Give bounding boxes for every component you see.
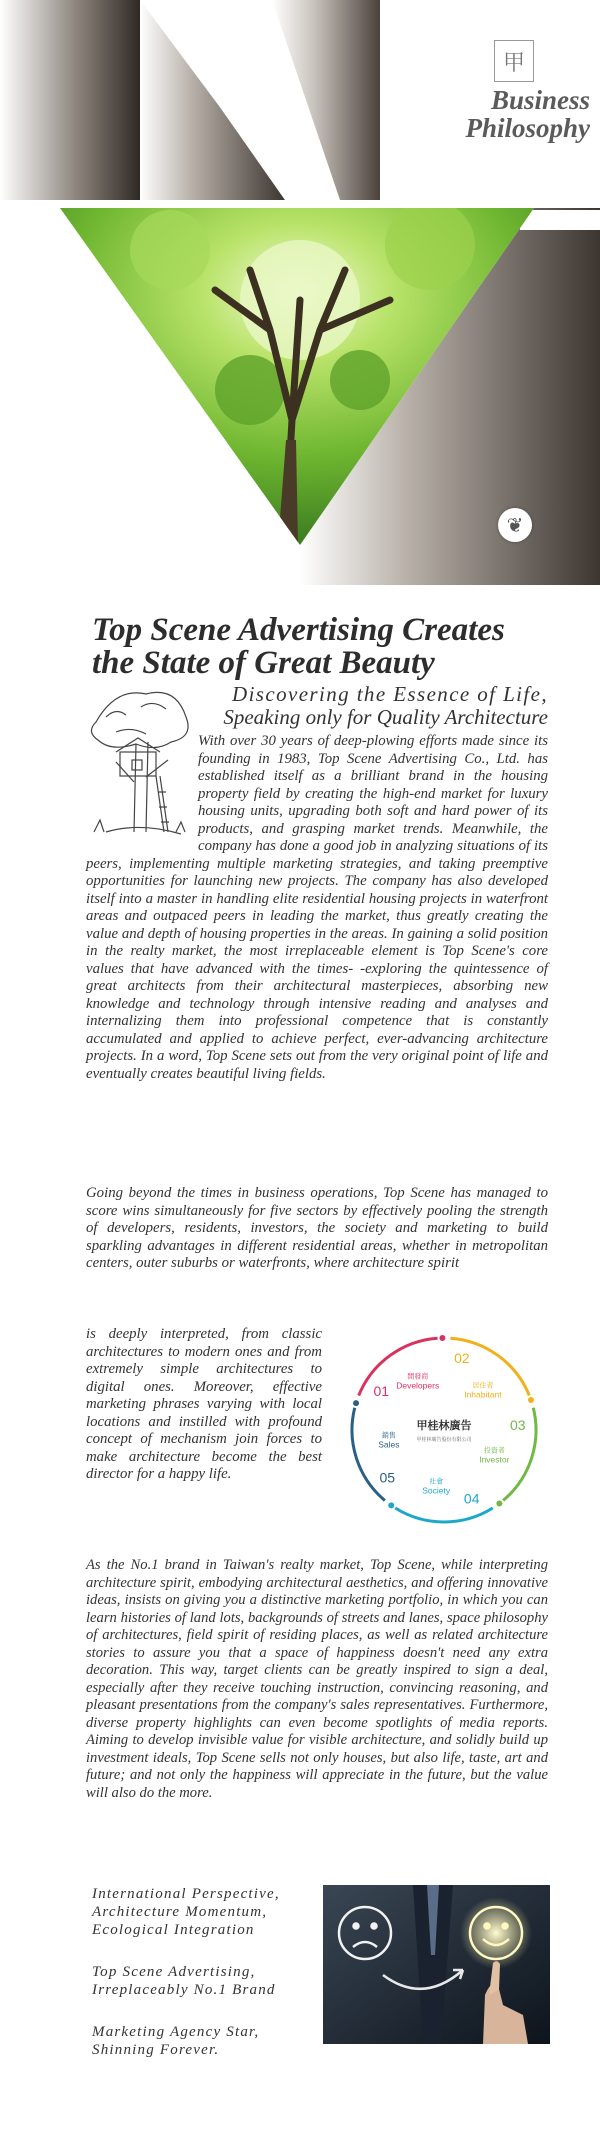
logo-seal [494, 40, 534, 82]
cycle-arrowhead-05 [353, 1400, 359, 1406]
cycle-arrowhead-03 [496, 1500, 502, 1506]
slogan-group-2 [92, 1963, 317, 1999]
leaf-icon: ❦ [498, 508, 532, 542]
title-line-philosophy: Philosophy [465, 113, 590, 143]
slogan-line: Irreplaceably No.1 Brand [92, 1982, 276, 1998]
cycle-arrowhead-01 [439, 1335, 445, 1341]
paragraph-2-wrap [86, 1326, 322, 1484]
closing-slogans [92, 1885, 317, 2083]
cycle-label-zh-03: 投資者 [483, 1447, 505, 1455]
paragraph-1-text: With over 30 years of deep-plowing efforts made since its founding in 1983, Top Scene Advertising Co., Ltd. has established itself as a brilliant brand in the housing property field by creating the high-end market for luxury housing units, upgrading both soft and hard power of its products, and grasping market trends. Meanwhile, the company has done a good job in analyzing situations of its peers, implementing multiple marketing strategies, and taking preemptive opportunities for launching new projects. The company has also developed itself into a master in handling elite residential housing projects in waterfront areas and outpaced peers in leading the market, thus greatly creating the value and depth of housing properties in the areas. In gaining a solid position in the realty market, the most irreplaceable element is Top Scene's core values that have advanced with the times- -exploring the quintessence of great architects from their architectural masterpieces, absorbing new knowledge and technology through intensive reading and analyses and internalizing them into professional competence that is constantly accumulated and applied to achieve perfect, ever-advancing architecture projects. In a word, Top Scene sets out from the very original point of life and eventually creates beautiful living fields. [86, 733, 548, 1082]
cycle-arrowhead-02 [528, 1397, 534, 1403]
paragraph-1 [86, 733, 548, 1083]
cycle-label-zh-01: 開發商 [407, 1373, 429, 1381]
emotion-choice-photo [323, 1885, 550, 2044]
paragraph-2 [86, 1185, 548, 1273]
slogan-line: International Perspective, [92, 1886, 280, 1902]
cycle-label-zh-05: 銷售 [381, 1432, 396, 1440]
article-title-line1: Top Scene Advertising Creates [92, 612, 505, 648]
cycle-center-title: 甲桂林廣告 [416, 1420, 472, 1432]
paragraph-3 [86, 1557, 548, 1802]
slogan-line: Top Scene Advertising, [92, 1964, 256, 1980]
paragraph-3-text: As the No.1 brand in Taiwan's realty market, Top Scene, while interpreting architecture spirit, embodying architectural aesthetics, and offering innovative ideas, insists on giving you a distinctive marketing portfolio, in which you can learn histories of land lots, backgrounds of streets and lanes, space philosophy of architectures, field spirit of residing places, as well as related architecture stories to assure you that a space of happiness doesn't need any extra decoration. This way, target clients can be greatly inspired to sign a deal, especially after they receive touching instruction, convincing reasoning, and pleasant presentations from the company's sales representatives. Furthermore, diverse property highlights can even become spotlights of media reports. Aiming to develop invisible value for visible architecture, and solidly build up investment ideals, Top Scene sells not only houses, but also life, taste, art and future; and not only the happiness will appreciate in the future, but the value will also do the more. [86, 1557, 548, 1801]
subtitle-line2: Speaking only for Quality Architecture [223, 705, 548, 729]
cycle-number-04: 04 [463, 1490, 480, 1507]
page-title [430, 86, 590, 142]
cycle-label-en-04: Society [422, 1485, 451, 1496]
slogan-group-1 [92, 1885, 317, 1939]
cycle-label-en-01: Developers [396, 1380, 440, 1391]
cycle-arrowhead-04 [388, 1502, 394, 1508]
paragraph-2-wrap-text: is deeply interpreted, from classic architectures to modern ones and from extremely simple architectures to digital ones. Moreover, effective marketing phrases varying with local locations and instilled with profound concept of mechanism join forces to make architecture become the best director for a happy life. [86, 1326, 322, 1482]
metal-panel-left [0, 0, 140, 200]
slogan-line: Ecological Integration [92, 1922, 255, 1938]
cycle-number-05: 05 [379, 1469, 396, 1486]
cycle-arc-05 [352, 1408, 385, 1501]
slogan-line: Architecture Momentum, [92, 1904, 268, 1920]
article-subtitle [196, 683, 548, 729]
cycle-label-en-05: Sales [378, 1439, 400, 1450]
slogan-line: Shinning Forever. [92, 2042, 220, 2058]
cycle-label-zh-02: 居住者 [472, 1382, 494, 1390]
cycle-label-en-03: Investor [479, 1454, 510, 1465]
cycle-number-02: 02 [454, 1350, 470, 1367]
cycle-label-en-02: Inhabitant [464, 1389, 502, 1400]
cycle-label-zh-04: 社會 [429, 1478, 444, 1486]
cycle-number-03: 03 [510, 1416, 526, 1433]
slogan-group-3 [92, 2023, 317, 2059]
paragraph-2-text: Going beyond the times in business operations, Top Scene has managed to score wins simultaneously for five sectors by effectively pooling the strength of developers, residents, investors, the society and marketing to build sparkling advantages in different residential areas, whether in metropolitan centers, outer suburbs or waterfronts, where architecture spirit [86, 1185, 548, 1271]
logo-glyph: 甲 [502, 49, 525, 75]
title-line-business: Business [490, 85, 590, 115]
article-title [92, 614, 542, 680]
five-sector-cycle-diagram [340, 1325, 548, 1535]
subtitle-line1: Discovering the Essence of Life, [232, 682, 548, 706]
slogan-line: Marketing Agency Star, [92, 2024, 260, 2040]
cycle-number-01: 01 [373, 1382, 390, 1399]
article-title-line2: the State of Great Beauty [92, 645, 435, 681]
cycle-center-sub: 甲桂林廣告股份有限公司 [416, 1438, 472, 1443]
cycle-arc-04 [395, 1508, 493, 1522]
